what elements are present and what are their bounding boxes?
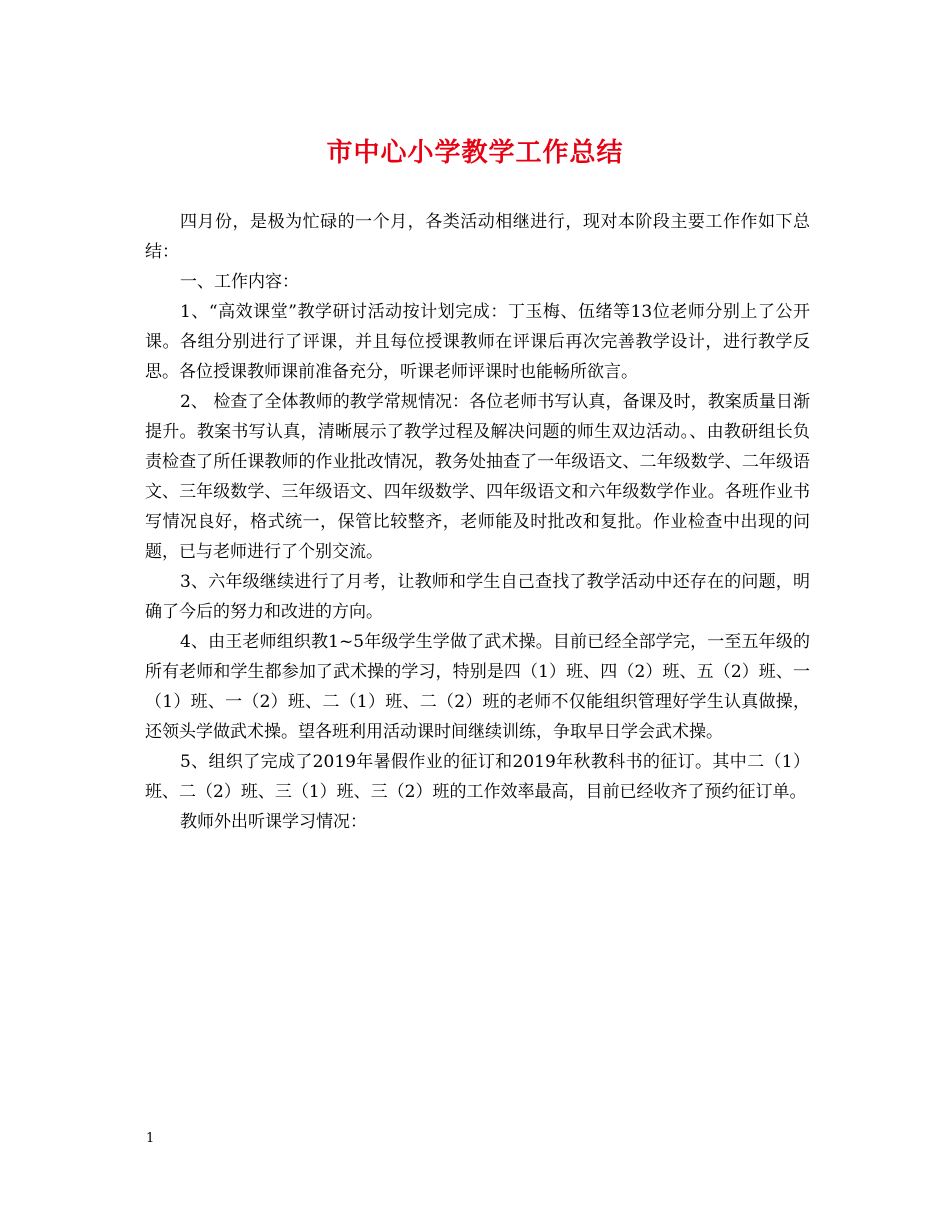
page-title: 市中心小学教学工作总结 — [326, 138, 624, 168]
page-number: 1 — [146, 1131, 155, 1146]
paragraph-item-5: 5、组织了完成了2019年暑假作业的征订和2019年秋教科书的征订。其中二（1）班、二（2）班、三（1）班、三（2）班的工作效率最高，目前已经收齐了预约征订单。 — [145, 752, 810, 802]
intro-paragraph: 四月份，是极为忙碌的一个月，各类活动相继进行，现对本阶段主要工作作如下总结： — [145, 212, 810, 262]
paragraph-item-3: 3、六年级继续进行了月考，让教师和学生自己查找了教学活动中还存在的问题，明确了今后的努力和改进的方向。 — [145, 572, 810, 622]
closing-paragraph: 教师外出听课学习情况： — [180, 812, 367, 832]
paragraph-item-1: 1、“高效课堂”教学研讨活动按计划完成：丁玉梅、伍绪等13位老师分别上了公开课。各组分别进行了评课，并且每位授课教师在评课后再次完善教学设计，进行教学反思。各位授课教师课前准备充分，听课老师评课时也能畅所欲言。 — [145, 302, 810, 382]
document-body — [145, 207, 810, 837]
paragraph-item-4: 4、由王老师组织教1~5年级学生学做了武术操。目前已经全部学完，一至五年级的所有老师和学生都参加了武术操的学习，特别是四（1）班、四（2）班、五（2）班、一（1）班、一（2）班、二（1）班、二（2）班的老师不仅能组织管理好学生认真做操，还领头学做武术操。望各班利用活动课时间继续训练，争取早日学会武术操。 — [145, 632, 810, 742]
section-heading: 一、工作内容： — [180, 272, 299, 292]
paragraph-item-2: 2、 检查了全体教师的教学常规情况：各位老师书写认真，备课及时，教案质量日渐提升。教案书写认真，清晰展示了教学过程及解决问题的师生双边活动。、由教研组长负责检查了所任课教师的作业批改情况，教务处抽查了一年级语文、二年级数学、二年级语文、三年级数学、三年级语文、四年级数学、四年级语文和六年级数学作业。各班作业书写情况良好，格式统一，保管比较整齐，老师能及时批改和复批。作业检查中出现的问题，已与老师进行了个别交流。 — [145, 392, 810, 562]
